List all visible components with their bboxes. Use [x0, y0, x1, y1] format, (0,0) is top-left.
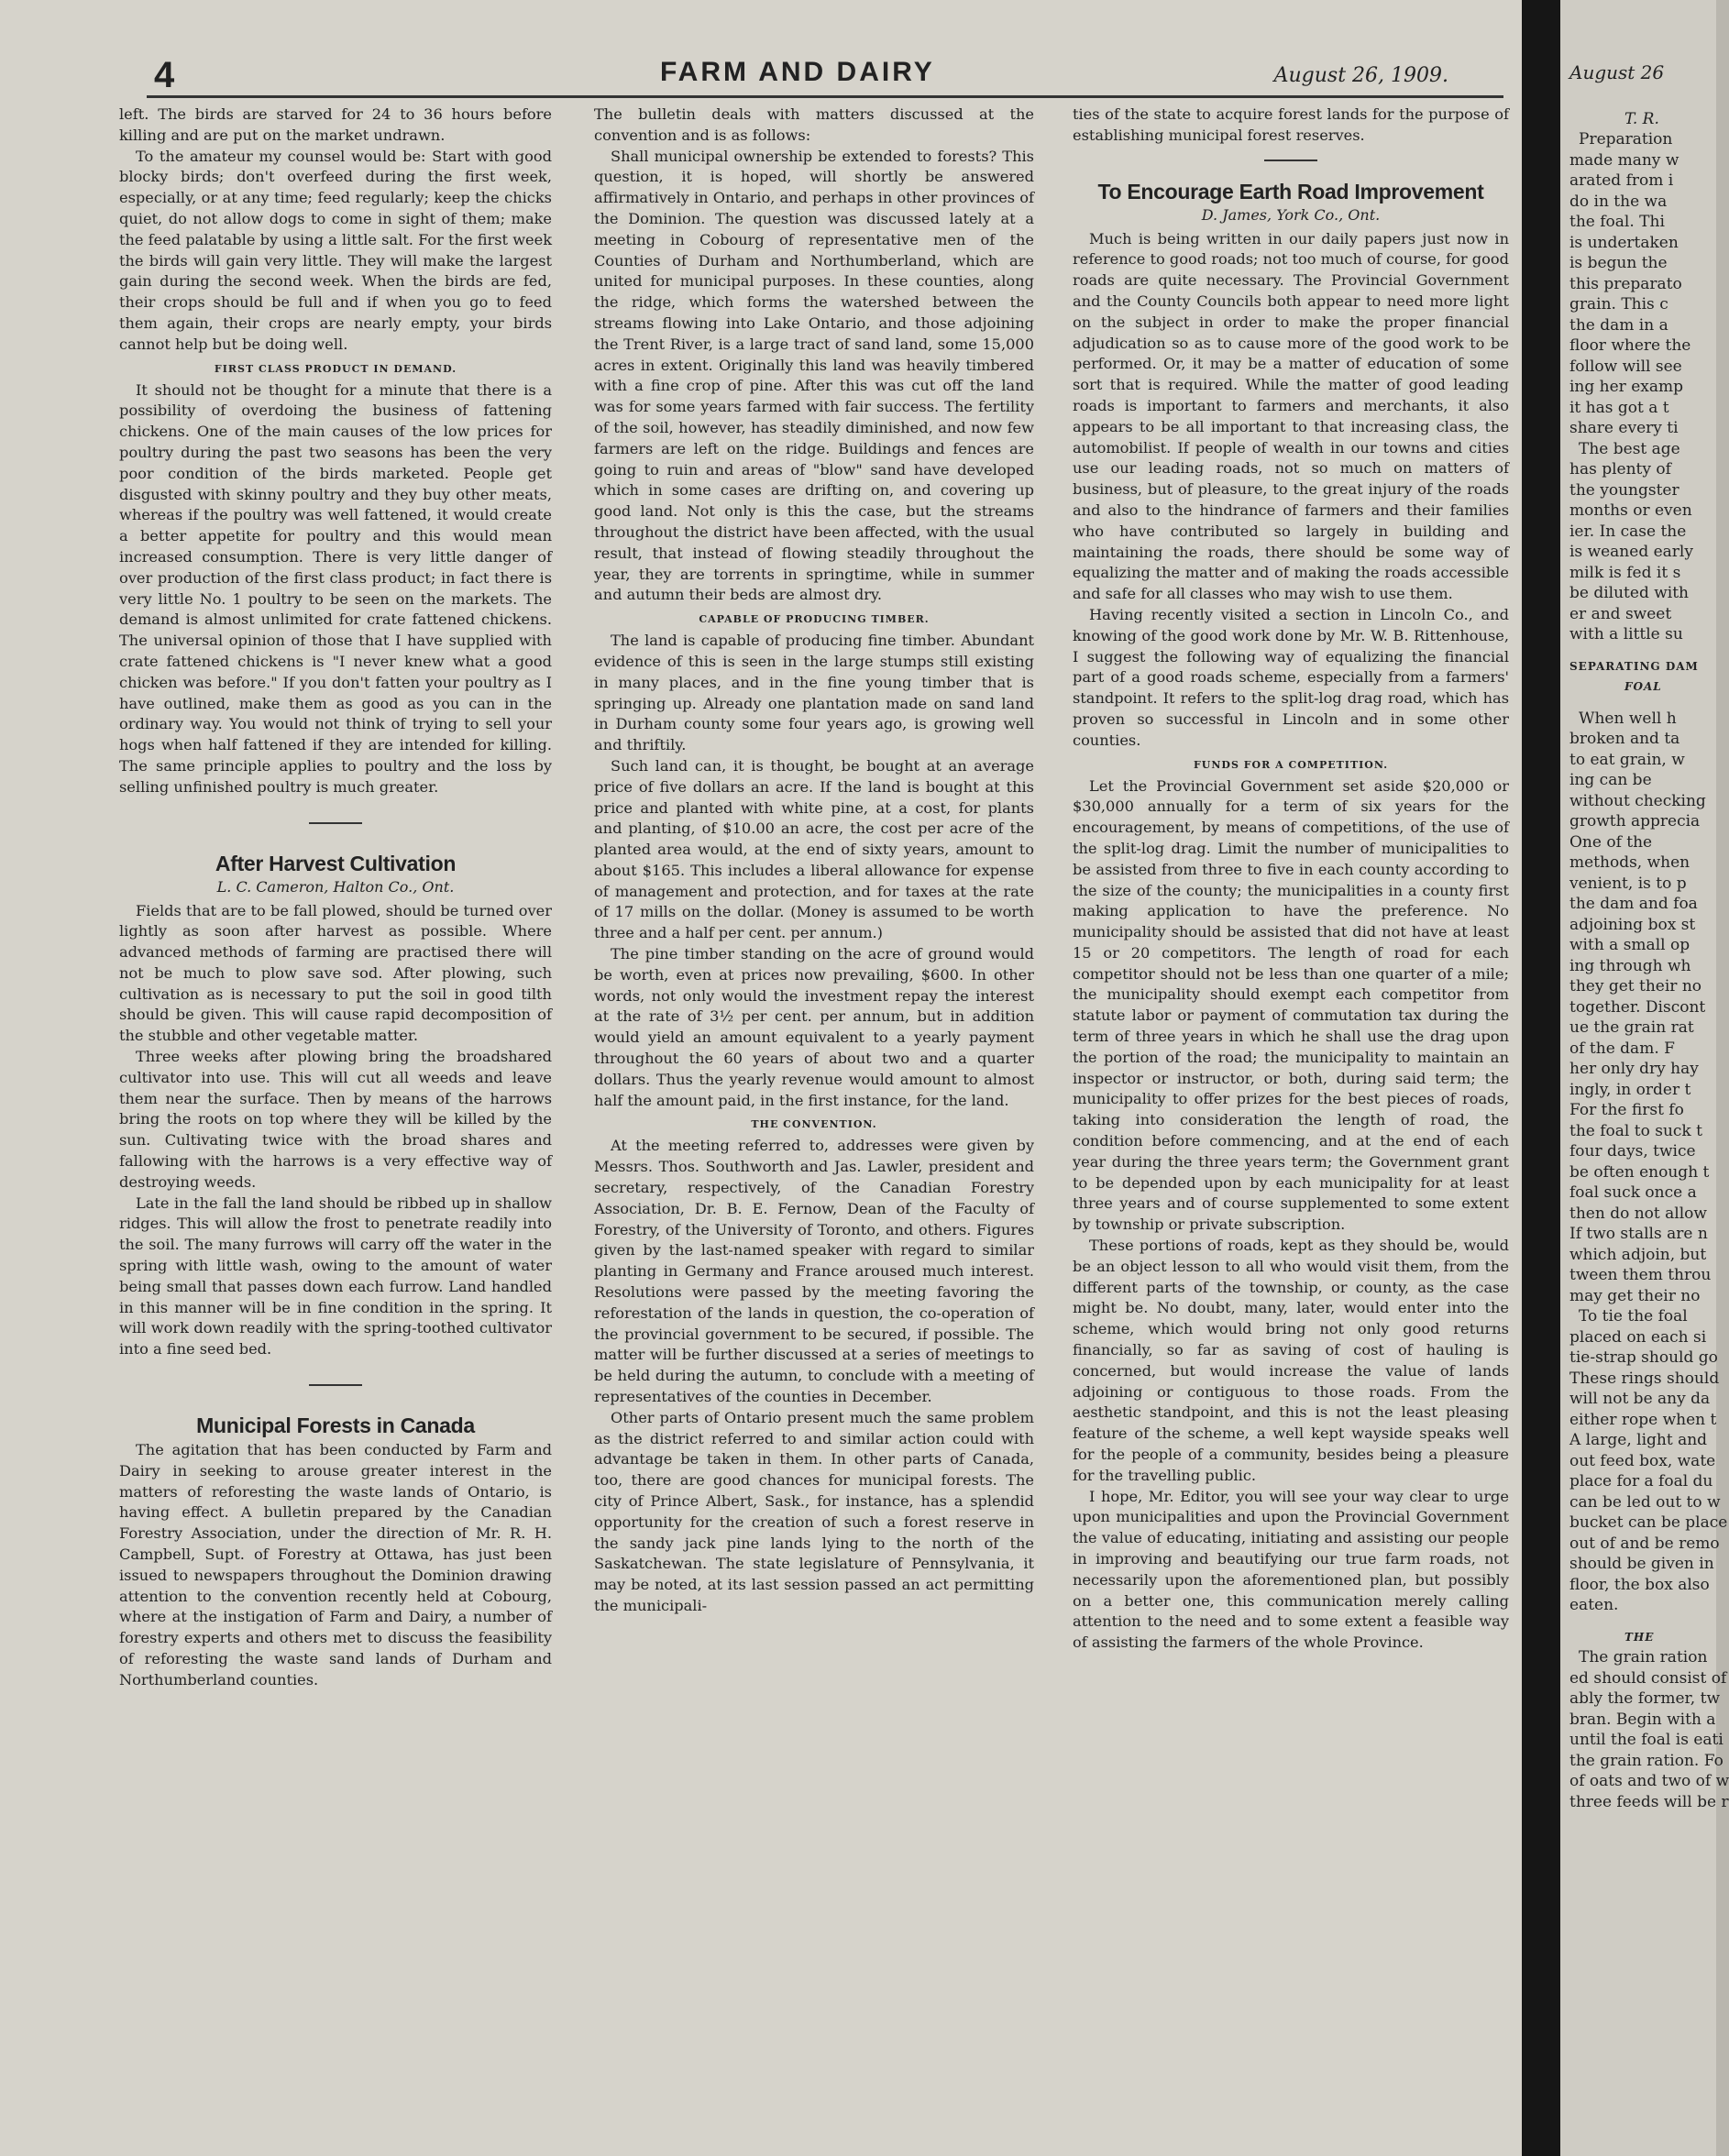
- adjacent-page-line: The grain ration: [1579, 1648, 1708, 1666]
- adjacent-page-line: three feeds will be r: [1569, 1792, 1729, 1811]
- paragraph: Shall municipal ownership be extended to forests? This question, it is hoped, will shortly be answered affirmatively in Ontario, and perhaps in other provinces of the Dominion. The question was discussed lately at a meeting in Cobourg of representative men of the Counties of Durham and Northumberland, which are united for municipal purposes. In these counties, along the ridge, which forms the watershed between the streams flowing into Lake Ontario, and those adjoining the Trent River, is a large tract of sand land, some 15,000 acres in extent. Originally this land was heavily timbered with a fine crop of pine. After this was cut off the land was for some years farmed with fair success. The fertility of the soil, however, has steadily diminished, and now few farmers are left on the ridge. Buildings and fences are going to ruin and areas of "blow" sand have developed which in some cases are drifting on, and covering up good land. Not only is this the case, but the streams throughout the district have been affected, with the usual result, that instead of flowing steadily throughout the year, they are torrents in springtime, while in summer and autumn their beds are almost dry.: [594, 147, 1034, 604]
- header-rule: [147, 95, 1503, 98]
- adjacent-page-line: milk is fed it s: [1569, 563, 1681, 582]
- adjacent-page-line: without checking: [1569, 791, 1706, 810]
- adjacent-page-line: it has got a t: [1569, 398, 1669, 417]
- adjacent-page-line: share every ti: [1569, 419, 1679, 437]
- adjacent-page-line: adjoining box st: [1569, 915, 1696, 934]
- adjacent-page-line: of the dam. F: [1569, 1039, 1675, 1058]
- adjacent-page-line: be often enough t: [1569, 1162, 1710, 1182]
- adjacent-page-line: with a small op: [1569, 936, 1690, 954]
- paragraph: Late in the fall the land should be ribbed up in shallow ridges. This will allow the frost to penetrate readily into the soil. The many furrows will carry off the water in the spring with little wash, owing to the amount of water being small that passes down each furrow. Land handled in this manner will be in fine condition in the spring. It will work down readily with the spring-toothed cultivator into a fine seed bed.: [119, 1194, 552, 1358]
- paragraph: The bulletin deals with matters discussed at the convention and is as follows:: [594, 105, 1034, 144]
- adjacent-page-line: made many w: [1569, 150, 1679, 170]
- paragraph: Such land can, it is thought, be bought at an average price of five dollars an acre. If the land is bought at this price and planted with white pine, at a cost, for plants and planting, of $10.00 an acre, the cost per acre of the planted area would, at the end of sixty years, amount to about $165. This includes a liberal allowance for expense of management and protection, and for taxes at the rate of 17 mills on the dollar. (Money is assumed to be worth three and a half per cent. per annum.): [594, 756, 1034, 942]
- adjacent-page-line: may get their no: [1569, 1286, 1701, 1305]
- adjacent-page-line: placed on each si: [1569, 1327, 1707, 1347]
- issue-date: August 26, 1909.: [1273, 64, 1448, 87]
- adjacent-page-line: growth apprecia: [1569, 812, 1701, 830]
- adjacent-page-line: of oats and two of w: [1569, 1772, 1729, 1790]
- paragraph: Other parts of Ontario present much the same problem as the district referred to and similar action could with advantage be taken in them. In other parts of Canada, too, there are good chances for municipal forests. The city of Prince Albert, Sask., for instance, has a splendid opportunity for the creation of such a forest reserve in the sandy jack pine lands lying to the north of the Saskatchewan. The state legislature of Pennsylvania, it may be noted, at its last session passed an act permitting the municipali-: [594, 1408, 1034, 1614]
- adjacent-page-line: the dam and foa: [1569, 895, 1698, 913]
- adjacent-page-line: floor, the box also: [1569, 1575, 1710, 1594]
- adjacent-page-line: grain. This c: [1569, 295, 1668, 314]
- section-subhead: CAPABLE OF PRODUCING TIMBER.: [699, 613, 930, 626]
- adjacent-page-fragment: [1560, 0, 1729, 2156]
- article-separator: [309, 822, 362, 824]
- article-heading: Municipal Forests in Canada: [196, 1414, 475, 1438]
- adjacent-page-line: the foal to suck t: [1569, 1121, 1702, 1140]
- adjacent-page-line: the youngster: [1569, 480, 1679, 500]
- adjacent-page-line: out feed box, wate: [1569, 1451, 1716, 1470]
- adjacent-page-line: then do not allow: [1569, 1204, 1707, 1223]
- adjacent-page-line: A large, light and: [1569, 1431, 1708, 1449]
- adjacent-page-line: this preparato: [1569, 274, 1682, 293]
- paragraph: At the meeting referred to, addresses were given by Messrs. Thos. Southworth and Jas. Lawler, president and secretary, respectively, of the Canadian Forestry Association, Dr. B. E. Fernow, Dean of the Faculty of Forestry, of the University of Toronto, and others. Figures given by the last-named speaker with regard to similar planting in Germany and France aroused much interest. Resolutions were passed by the meeting favoring the reforestation of the lands in question, the co-operation of the provincial government to be secured, if possible. The matter will be further discussed at a series of meetings to be held during the autumn, to conclude with a meeting of representatives of the counties in December.: [594, 1137, 1034, 1406]
- adjacent-page-line: the foal. Thi: [1569, 213, 1665, 231]
- adjacent-page-line: eaten.: [1569, 1596, 1619, 1614]
- adjacent-page-line: is undertaken: [1569, 233, 1679, 252]
- paragraph: Let the Provincial Government set aside $20,000 or $30,000 annually for a term of six years for the encouragement, by means of competitions, of the use of the split-log drag. Limit the number of municipalities to be assisted from three to five in each county according to the size of the county; the municipalities in a county first making application to have the preference. No municipality should be assisted that did not have at least 15 or 20 competitors. The length of road for each competitor should not be less than one quarter of a mile; the municipality should exempt each competitor from statute labor or payment of commutation tax during the term of three years in which he shall use the drag upon the portion of the road; the municipality to maintain an inspector or instructor, or both, during said term; the municipality to offer prizes for the best pieces of roads, taking into consideration the length of road, the condition before commencing, and at the end of each year during the three years term; the Government grant to be depended upon by each municipality for at least three years and of course supplemented to some extent by township or private subscription.: [1073, 776, 1509, 1234]
- adjacent-page-line: until the foal is eati: [1569, 1731, 1723, 1749]
- adjacent-page-line: Preparation: [1579, 130, 1673, 148]
- section-subhead: THE CONVENTION.: [751, 1118, 877, 1131]
- adjacent-page-line: arated from i: [1569, 171, 1674, 190]
- paragraph: Fields that are to be fall plowed, should be turned over lightly as soon after harvest as possible. Where advanced methods of farming are practised there will not be much to plow save sod. After plowing, such cultivation as is necessary to put the soil in good tilth should be given. This will cause rapid decomposition of the stubble and other vegetable matter.: [119, 901, 552, 1045]
- adjacent-page-line: ingly, in order t: [1569, 1080, 1691, 1099]
- adjacent-page-line: the grain ration. Fo: [1569, 1751, 1723, 1770]
- article-separator: [309, 1384, 362, 1386]
- masthead: FARM AND DAIRY: [660, 57, 935, 87]
- adjacent-page-line: FOAL: [1624, 680, 1662, 693]
- paragraph: The agitation that has been conducted by Farm and Dairy in seeking to arouse greater interest in the matters of reforesting the waste lands of Ontario, is having effect. A bulletin prepared by the Canadian Forestry Association, under the direction of Mr. R. H. Campbell, Supt. of Forestry at Ottawa, has just been issued to newspapers throughout the Dominion drawing attention to the convention recently held at Cobourg, where at the instigation of Farm and Dairy, a number of forestry experts and others met to discuss the feasibility of reforesting the waste sand lands of Durham and Northumberland counties.: [119, 1441, 552, 1688]
- paragraph: I hope, Mr. Editor, you will see your way clear to urge upon municipalities and upon the Provincial Government the value of educating, initiating and assisting our people in improving and beautifying our true farm roads, not necessarily upon the aforementioned plan, but possibly on a better one, this communication merely calling attention to the need and to some extent a feasible way of assisting the farmers of the whole Province.: [1073, 1487, 1509, 1652]
- adjacent-page-line: These rings should: [1569, 1369, 1720, 1388]
- adjacent-page-line: venient, is to p: [1569, 874, 1687, 893]
- page-header: [147, 53, 1503, 99]
- paragraph: ties of the state to acquire forest lands for the purpose of establishing municipal forest reserves.: [1073, 105, 1509, 144]
- adjacent-page-line: bucket can be place: [1569, 1513, 1728, 1532]
- paragraph: The pine timber standing on the acre of ground would be worth, even at prices now prevailing, $600. In other words, not only would the investment repay the interest at the rate of 3½ per cent. per annum, but in addition would yield an amount equivalent to a yearly payment throughout the 60 years of about two and a quarter dollars. Thus the yearly revenue would amount to almost half the amount paid, in the first instance, for the land.: [594, 945, 1034, 1109]
- adjacent-page-line: ing through wh: [1569, 956, 1691, 975]
- adjacent-page-line: to eat grain, w: [1569, 750, 1685, 769]
- adjacent-page-line: tween them throu: [1569, 1266, 1712, 1284]
- adjacent-page-line: ue the grain rat: [1569, 1018, 1694, 1037]
- adjacent-page-line: ing her examp: [1569, 378, 1683, 396]
- adjacent-page-line: they get their no: [1569, 977, 1702, 996]
- article-byline: D. James, York Co., Ont.: [1201, 205, 1381, 224]
- adjacent-page-line: One of the: [1569, 832, 1653, 852]
- article-heading: To Encourage Earth Road Improvement: [1097, 179, 1484, 204]
- adjacent-page-line: The best age: [1579, 439, 1680, 458]
- adjacent-page-line: place for a foal du: [1569, 1472, 1713, 1490]
- adjacent-page-line: broken and ta: [1569, 730, 1680, 748]
- adjacent-page-line: be diluted with: [1569, 584, 1689, 602]
- adjacent-page-line: which adjoin, but: [1569, 1245, 1707, 1264]
- adjacent-page-line: foal suck once a: [1569, 1183, 1697, 1202]
- column-2: [594, 104, 1034, 1929]
- adjacent-page-line: To tie the foal: [1579, 1307, 1688, 1326]
- adjacent-page-line: floor where the: [1569, 336, 1691, 355]
- page-gutter: [1522, 0, 1560, 2156]
- paragraph: These portions of roads, kept as they should be, would be an object lesson to all who would visit them, from the different parts of the township, or county, as the case might be. No doubt, many, later, would enter into the scheme, which would bring not only good returns financially, so far as saving of cost of hauling is concerned, but would increase the value of lands adjoining or contiguous to those roads. From the aesthetic standpoint, and this is not the least pleasing feature of the scheme, a well kept wayside speaks well for the people of a community, besides being a pleasure for the travelling public.: [1073, 1237, 1509, 1484]
- column-1: [119, 104, 552, 1929]
- column-3: [1073, 104, 1509, 1652]
- adjacent-page-line: has plenty of: [1569, 460, 1671, 478]
- adjacent-page-line: ing can be: [1569, 771, 1652, 789]
- adjacent-page-line: should be given in: [1569, 1555, 1714, 1573]
- section-subhead: FUNDS FOR A COMPETITION.: [1193, 758, 1389, 771]
- adjacent-page-line: either rope when t: [1569, 1410, 1717, 1429]
- paragraph: Having recently visited a section in Lincoln Co., and knowing of the good work done by Mr. W. B. Rittenhouse, I suggest the following way of equalizing the financial part of a good roads scheme, especially from a farmers' standpoint. It refers to the split-log drag road, which has proven so successful in Lincoln and in some other counties.: [1073, 605, 1509, 749]
- adjacent-page-line: the dam in a: [1569, 315, 1668, 335]
- adjacent-page-line: is weaned early: [1569, 543, 1693, 561]
- adjacent-page-line: months or even: [1569, 501, 1692, 520]
- adjacent-page-line: For the first fo: [1569, 1101, 1684, 1119]
- adjacent-page-line: ier. In case the: [1569, 522, 1687, 541]
- adjacent-page-line: bran. Begin with a: [1569, 1710, 1716, 1729]
- adjacent-page-line: can be led out to w: [1569, 1492, 1721, 1512]
- article-separator: [1264, 160, 1317, 161]
- adjacent-page-line: is begun the: [1569, 254, 1668, 272]
- adjacent-page-line: together. Discont: [1569, 997, 1706, 1017]
- adjacent-page-line: will not be any da: [1569, 1390, 1711, 1408]
- article-heading: After Harvest Cultivation: [215, 851, 457, 875]
- paragraph: Three weeks after plowing bring the broadshared cultivator into use. This will cut all weeds and leave them near the surface. Then by means of the harrows bring the roots on top where they will be killed by the sun. Cultivating twice with the broad shares and fallowing with the harrows is a very effective way of destroying weeds.: [119, 1048, 552, 1191]
- adjacent-page-line: follow will see: [1569, 357, 1682, 376]
- adjacent-page-line: THE: [1624, 1630, 1655, 1644]
- adjacent-page-line: er and sweet: [1569, 604, 1672, 623]
- adjacent-page-line: ably the former, tw: [1569, 1689, 1720, 1708]
- adjacent-page-text: [1569, 61, 1729, 1812]
- adjacent-page-line: out of and be remo: [1569, 1534, 1720, 1553]
- adjacent-page-line: tie-strap should go: [1569, 1348, 1718, 1367]
- paragraph: Much is being written in our daily papers just now in reference to good roads; not too much of course, for good roads are quite necessary. The Provincial Government and the County Councils both appear to need more light on the subject in order to make the proper financial adjudication so as to cause more of the good work to be performed. Or, it may be a matter of education of some sort that is required. While the matter of good leading roads is important to farmers and merchants, it also appears to be all important to that increasing class, the automobilist. If people of wealth in our towns and cities use our leading roads, not so much on matters of business, but of pleasure, to the great injury of the roads and also to the hindrance of farmers and their families who have contributed so largely in building and maintaining the roads, there should be some way of equalizing the matter and of making the roads accessible and safe for all classes who may wish to use them.: [1073, 229, 1509, 603]
- adjacent-page-line: August 26: [1569, 61, 1665, 83]
- adjacent-page-line: her only dry hay: [1569, 1060, 1699, 1078]
- adjacent-page-line: T. R.: [1624, 109, 1659, 128]
- paragraph: The land is capable of producing fine timber. Abundant evidence of this is seen in the large stumps still existing in many places, and in the fine young timber that is springing up. Already one plantation made on sand land in Durham county some four years ago, is growing well and thriftily.: [594, 632, 1034, 754]
- section-subhead: FIRST CLASS PRODUCT IN DEMAND.: [214, 362, 457, 375]
- adjacent-page-line: When well h: [1579, 709, 1677, 728]
- paragraph: It should not be thought for a minute that there is a possibility of overdoing the business of fattening chickens. One of the main causes of the low prices for poultry during the past two seasons has been the very poor condition of the birds marketed. People get disgusted with skinny poultry and they buy other meats, whereas if the poultry was well fattened, it would create a better appetite for poultry and this would mean increased consumption. There is very little danger of over production of the first class product; in fact there is very little No. 1 poultry to be seen on the markets. The demand is almost unlimited for crate fattened chickens. The universal opinion of those that I have supplied with crate fattened chickens is "I never knew what a good chicken was before." If you don't fatten your poultry as I have outlined, make them as good as you can in the ordinary way. You would not think of trying to sell your hogs when half fattened if they are intended for killing. The same principle applies to poultry and the loss by selling unfinished poultry is much greater.: [119, 380, 552, 796]
- adjacent-page-line: SEPARATING DAM: [1569, 659, 1699, 673]
- adjacent-page-line: methods, when: [1569, 853, 1690, 872]
- adjacent-page-line: do in the wa: [1569, 192, 1668, 211]
- adjacent-page-line: ed should consist of: [1569, 1668, 1727, 1688]
- article-byline: L. C. Cameron, Halton Co., Ont.: [216, 877, 455, 896]
- paragraph: left. The birds are starved for 24 to 36 hours before killing and are put on the market undrawn.: [119, 105, 552, 144]
- paragraph: To the amateur my counsel would be: Start with good blocky birds; don't overfeed during the first week, especially, or at any time; feed regularly; keep the chicks quiet, do not allow dogs to come in sight of them; make the feed palatable by using a little salt. For the first week the birds will gain very little. They will make the largest gain during the second week. When the birds are fed, their crops should be full and if when you go to feed them again, their crops are nearly empty, your birds cannot help but be doing well.: [119, 147, 553, 353]
- adjacent-page-line: If two stalls are n: [1569, 1225, 1708, 1243]
- adjacent-page-line: with a little su: [1569, 625, 1683, 644]
- adjacent-page-line: four days, twice: [1569, 1142, 1696, 1160]
- page-number: 4: [154, 55, 175, 95]
